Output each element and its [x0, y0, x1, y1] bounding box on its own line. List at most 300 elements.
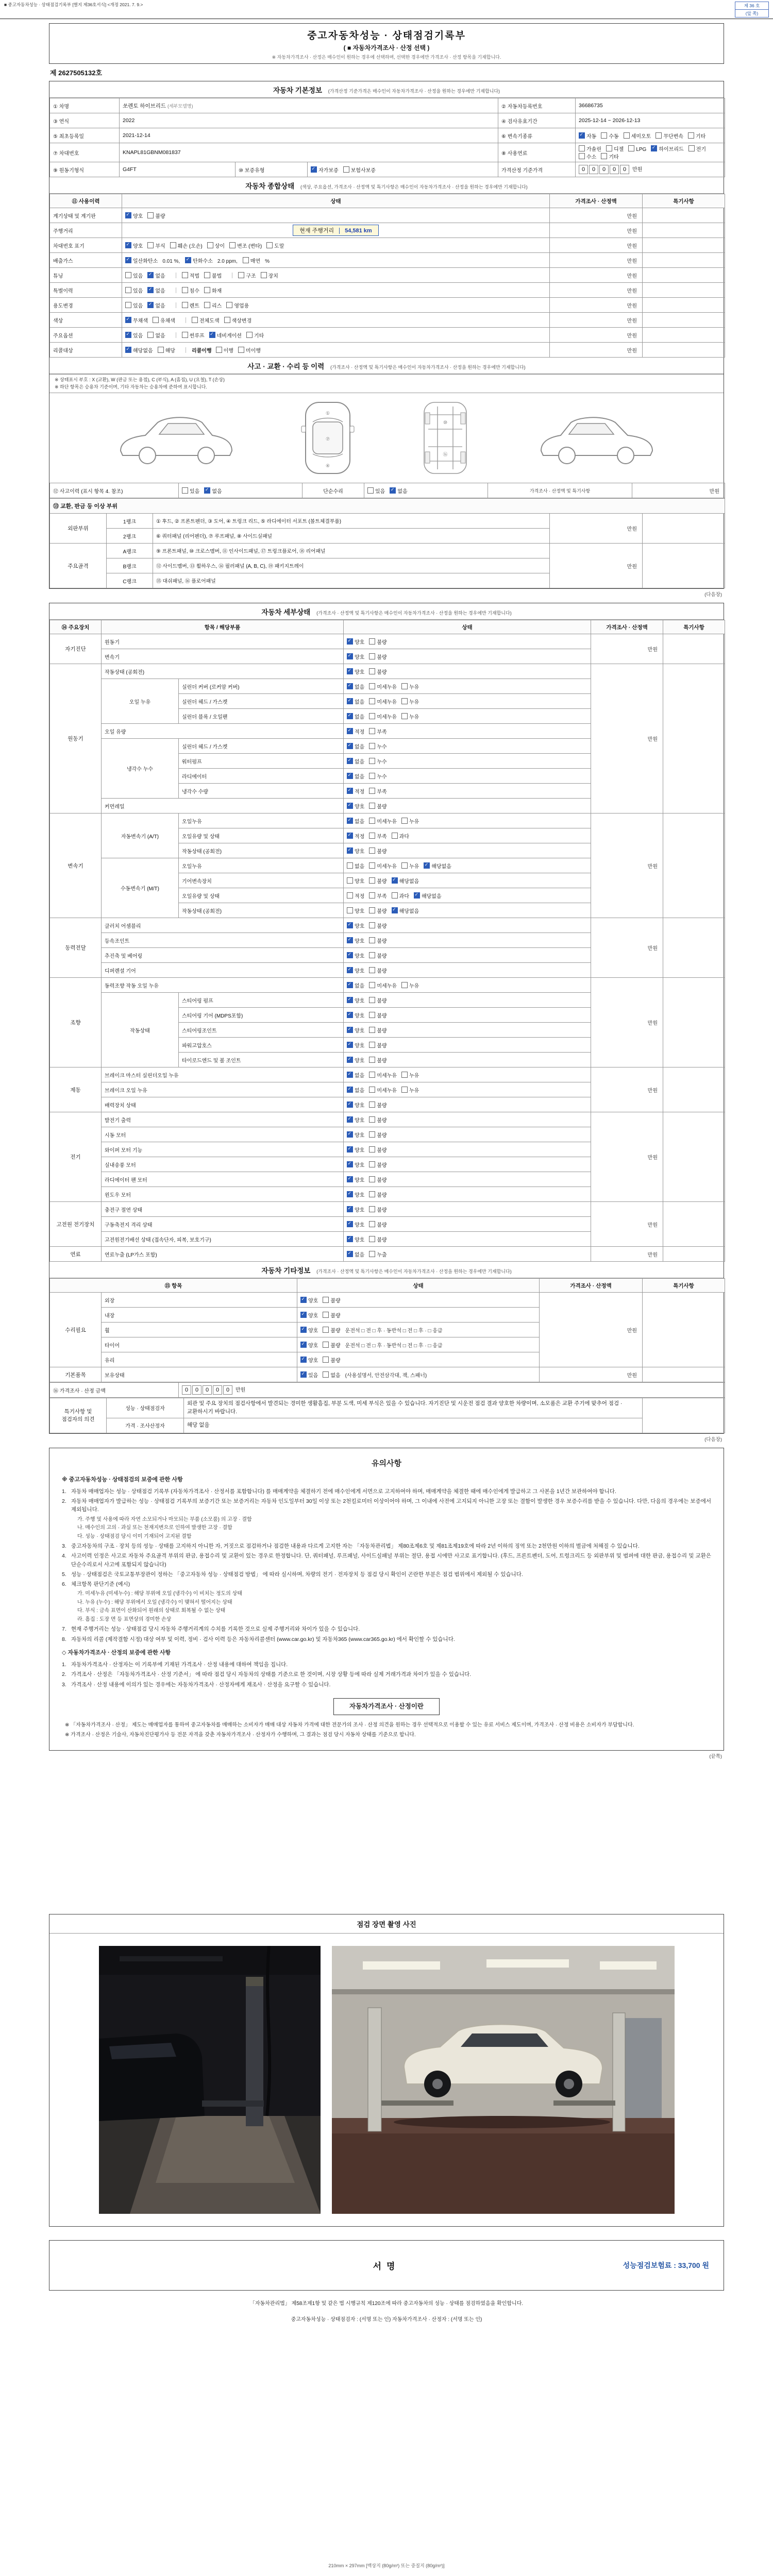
checkbox[interactable]: [323, 1342, 329, 1348]
checkbox-option[interactable]: [392, 832, 409, 840]
checkbox-option[interactable]: [601, 152, 618, 160]
checkbox-option[interactable]: [651, 145, 683, 152]
checkbox[interactable]: [369, 1206, 375, 1212]
checkbox[interactable]: [688, 145, 695, 151]
checkbox-option[interactable]: [347, 907, 364, 914]
checkbox-option[interactable]: [347, 1250, 364, 1258]
checkbox[interactable]: [369, 1027, 375, 1033]
checkbox[interactable]: [369, 788, 375, 794]
checkbox[interactable]: [347, 1101, 353, 1108]
checkbox-option[interactable]: [369, 952, 386, 959]
checkbox[interactable]: [369, 803, 375, 809]
checkbox-option[interactable]: [392, 877, 419, 885]
checkbox-option[interactable]: [369, 922, 386, 929]
checkbox[interactable]: [369, 818, 375, 824]
checkbox-option[interactable]: [347, 713, 364, 720]
checkbox[interactable]: [182, 272, 188, 278]
checkbox-option[interactable]: [369, 832, 386, 840]
checkbox[interactable]: [369, 997, 375, 1003]
checkbox[interactable]: [266, 242, 273, 248]
checkbox-option[interactable]: [369, 1146, 386, 1154]
checkbox-option[interactable]: [347, 668, 364, 675]
checkbox[interactable]: [414, 892, 420, 899]
checkbox[interactable]: [347, 638, 353, 645]
checkbox-option[interactable]: [347, 802, 364, 810]
checkbox[interactable]: [369, 1087, 375, 1093]
checkbox[interactable]: [579, 153, 585, 159]
checkbox-option[interactable]: [414, 892, 442, 900]
checkbox-option[interactable]: [300, 1341, 318, 1349]
checkbox-option[interactable]: [147, 212, 165, 219]
checkbox[interactable]: [401, 713, 408, 719]
checkbox[interactable]: [392, 877, 398, 884]
checkbox[interactable]: [323, 1312, 329, 1318]
checkbox[interactable]: [369, 877, 375, 884]
checkbox-option[interactable]: [401, 713, 419, 720]
checkbox-option[interactable]: [369, 727, 386, 735]
checkbox-option[interactable]: [347, 832, 364, 840]
checkbox-option[interactable]: [300, 1371, 318, 1379]
checkbox[interactable]: [401, 982, 408, 988]
checkbox[interactable]: [369, 1191, 375, 1197]
checkbox[interactable]: [323, 1357, 329, 1363]
checkbox-option[interactable]: [125, 301, 143, 309]
checkbox-option[interactable]: [182, 286, 199, 294]
checkbox-option[interactable]: [347, 1026, 364, 1034]
checkbox[interactable]: [347, 967, 353, 973]
checkbox-option[interactable]: [204, 272, 222, 279]
checkbox-option[interactable]: [347, 1146, 364, 1154]
checkbox[interactable]: [369, 773, 375, 779]
checkbox-option[interactable]: [401, 1071, 419, 1079]
checkbox-option[interactable]: [182, 301, 199, 309]
checkbox[interactable]: [424, 862, 430, 869]
checkbox[interactable]: [125, 212, 131, 218]
checkbox[interactable]: [369, 698, 375, 704]
checkbox[interactable]: [347, 1191, 353, 1197]
checkbox-option[interactable]: [401, 817, 419, 825]
checkbox[interactable]: [347, 788, 353, 794]
checkbox[interactable]: [392, 833, 398, 839]
checkbox[interactable]: [369, 952, 375, 958]
checkbox-option[interactable]: [369, 683, 397, 690]
checkbox[interactable]: [147, 287, 154, 293]
checkbox[interactable]: [125, 257, 131, 263]
checkbox[interactable]: [343, 166, 349, 173]
checkbox[interactable]: [628, 145, 634, 151]
checkbox-option[interactable]: [628, 145, 646, 152]
checkbox[interactable]: [369, 907, 375, 913]
checkbox[interactable]: [300, 1342, 307, 1348]
checkbox-option[interactable]: [369, 877, 386, 885]
checkbox[interactable]: [243, 257, 249, 263]
checkbox-option[interactable]: [125, 331, 143, 339]
checkbox[interactable]: [347, 1161, 353, 1167]
checkbox[interactable]: [125, 287, 131, 293]
checkbox[interactable]: [125, 242, 131, 248]
checkbox-option[interactable]: [369, 996, 386, 1004]
checkbox[interactable]: [369, 728, 375, 734]
checkbox-option[interactable]: [185, 257, 213, 264]
checkbox-option[interactable]: [624, 132, 651, 140]
checkbox-option[interactable]: [369, 1161, 386, 1168]
checkbox-option[interactable]: [369, 937, 386, 944]
checkbox-option[interactable]: [347, 1221, 364, 1228]
checkbox[interactable]: [369, 848, 375, 854]
checkbox[interactable]: [369, 1161, 375, 1167]
checkbox[interactable]: [147, 332, 154, 338]
checkbox[interactable]: [347, 952, 353, 958]
checkbox[interactable]: [147, 272, 154, 278]
checkbox-option[interactable]: [369, 1206, 386, 1213]
checkbox-option[interactable]: [204, 286, 222, 294]
checkbox-option[interactable]: [261, 272, 278, 279]
checkbox-option[interactable]: [369, 1086, 397, 1094]
checkbox-option[interactable]: [347, 1116, 364, 1124]
checkbox[interactable]: [347, 773, 353, 779]
checkbox-option[interactable]: [579, 152, 596, 160]
checkbox-option[interactable]: [311, 166, 339, 174]
checkbox[interactable]: [347, 1072, 353, 1078]
checkbox-option[interactable]: [204, 301, 222, 309]
checkbox-option[interactable]: [182, 272, 199, 279]
checkbox[interactable]: [323, 1327, 329, 1333]
checkbox-option[interactable]: [606, 145, 624, 152]
checkbox-option[interactable]: [401, 981, 419, 989]
checkbox-option[interactable]: [369, 1235, 386, 1243]
checkbox-option[interactable]: [369, 638, 386, 646]
checkbox-option[interactable]: [369, 698, 397, 705]
checkbox[interactable]: [369, 1101, 375, 1108]
checkbox[interactable]: [347, 1206, 353, 1212]
checkbox[interactable]: [347, 1251, 353, 1257]
checkbox[interactable]: [347, 833, 353, 839]
checkbox-option[interactable]: [369, 713, 397, 720]
checkbox[interactable]: [300, 1327, 307, 1333]
checkbox[interactable]: [323, 1297, 329, 1303]
checkbox[interactable]: [392, 892, 398, 899]
checkbox[interactable]: [347, 892, 353, 899]
checkbox-option[interactable]: [369, 1056, 386, 1064]
checkbox-option[interactable]: [369, 1011, 386, 1019]
checkbox-option[interactable]: [147, 272, 165, 279]
checkbox-option[interactable]: [323, 1341, 340, 1349]
checkbox[interactable]: [125, 332, 131, 338]
checkbox[interactable]: [369, 1057, 375, 1063]
checkbox-option[interactable]: [347, 1041, 364, 1049]
checkbox[interactable]: [182, 302, 188, 308]
checkbox[interactable]: [347, 668, 353, 674]
checkbox[interactable]: [367, 487, 374, 494]
checkbox[interactable]: [185, 257, 191, 263]
checkbox[interactable]: [226, 302, 232, 308]
checkbox-option[interactable]: [224, 316, 252, 324]
checkbox-option[interactable]: [369, 1221, 386, 1228]
checkbox-option[interactable]: [216, 346, 233, 354]
checkbox-option[interactable]: [369, 1131, 386, 1139]
checkbox[interactable]: [311, 166, 317, 173]
checkbox-option[interactable]: [369, 1250, 386, 1258]
checkbox[interactable]: [401, 683, 408, 689]
checkbox-option[interactable]: [347, 847, 364, 855]
checkbox-option[interactable]: [182, 487, 199, 495]
checkbox[interactable]: [182, 487, 188, 494]
checkbox-option[interactable]: [369, 1026, 386, 1034]
checkbox-option[interactable]: [300, 1356, 318, 1364]
checkbox-option[interactable]: [347, 1161, 364, 1168]
checkbox-option[interactable]: [369, 1191, 386, 1198]
checkbox[interactable]: [369, 1176, 375, 1182]
checkbox-option[interactable]: [688, 132, 705, 140]
checkbox[interactable]: [229, 242, 236, 248]
checkbox[interactable]: [401, 698, 408, 704]
checkbox[interactable]: [347, 1012, 353, 1018]
checkbox-option[interactable]: [147, 242, 165, 249]
checkbox[interactable]: [347, 743, 353, 749]
checkbox-option[interactable]: [688, 145, 706, 152]
checkbox[interactable]: [207, 242, 213, 248]
checkbox-option[interactable]: [300, 1326, 318, 1334]
checkbox-option[interactable]: [579, 145, 601, 152]
checkbox[interactable]: [347, 728, 353, 734]
checkbox-option[interactable]: [347, 1101, 364, 1109]
checkbox[interactable]: [347, 1236, 353, 1242]
checkbox-option[interactable]: [369, 1041, 386, 1049]
checkbox-option[interactable]: [401, 1086, 419, 1094]
checkbox[interactable]: [369, 1251, 375, 1257]
checkbox-option[interactable]: [147, 301, 165, 309]
checkbox-option[interactable]: [392, 907, 419, 914]
checkbox[interactable]: [347, 997, 353, 1003]
checkbox[interactable]: [125, 302, 131, 308]
checkbox-option[interactable]: [347, 1191, 364, 1198]
checkbox[interactable]: [347, 713, 353, 719]
checkbox-option[interactable]: [656, 132, 683, 140]
checkbox[interactable]: [369, 638, 375, 645]
checkbox-option[interactable]: [367, 487, 385, 495]
checkbox[interactable]: [238, 347, 244, 353]
checkbox[interactable]: [369, 833, 375, 839]
checkbox[interactable]: [204, 302, 210, 308]
checkbox[interactable]: [347, 698, 353, 704]
checkbox[interactable]: [624, 132, 630, 139]
checkbox[interactable]: [209, 332, 215, 338]
checkbox-option[interactable]: [369, 772, 386, 780]
checkbox[interactable]: [369, 1116, 375, 1123]
checkbox[interactable]: [147, 212, 154, 218]
checkbox-option[interactable]: [323, 1296, 340, 1304]
checkbox-option[interactable]: [347, 817, 364, 825]
checkbox-option[interactable]: [347, 742, 364, 750]
checkbox[interactable]: [347, 1042, 353, 1048]
checkbox[interactable]: [347, 1116, 353, 1123]
checkbox[interactable]: [347, 848, 353, 854]
checkbox-option[interactable]: [347, 772, 364, 780]
checkbox[interactable]: [401, 1087, 408, 1093]
checkbox[interactable]: [656, 132, 662, 139]
checkbox-option[interactable]: [266, 242, 284, 249]
checkbox-option[interactable]: [238, 346, 261, 354]
checkbox[interactable]: [182, 287, 188, 293]
checkbox[interactable]: [246, 332, 253, 338]
checkbox-option[interactable]: [347, 683, 364, 690]
checkbox-option[interactable]: [347, 981, 364, 989]
checkbox-option[interactable]: [238, 272, 256, 279]
checkbox-option[interactable]: [347, 727, 364, 735]
checkbox-option[interactable]: [343, 166, 376, 174]
checkbox-option[interactable]: [300, 1311, 318, 1319]
checkbox[interactable]: [369, 653, 375, 659]
checkbox-option[interactable]: [347, 653, 364, 660]
checkbox-option[interactable]: [601, 132, 618, 140]
checkbox-option[interactable]: [347, 757, 364, 765]
checkbox-option[interactable]: [369, 862, 397, 870]
checkbox[interactable]: [606, 145, 612, 151]
checkbox-option[interactable]: [369, 981, 397, 989]
checkbox[interactable]: [347, 683, 353, 689]
checkbox-option[interactable]: [125, 212, 143, 219]
checkbox-option[interactable]: [347, 1071, 364, 1079]
checkbox[interactable]: [651, 145, 657, 151]
checkbox[interactable]: [347, 1087, 353, 1093]
checkbox[interactable]: [688, 132, 694, 139]
checkbox[interactable]: [347, 922, 353, 928]
checkbox-option[interactable]: [125, 286, 143, 294]
checkbox-option[interactable]: [369, 967, 386, 974]
checkbox[interactable]: [369, 1012, 375, 1018]
checkbox-option[interactable]: [229, 242, 262, 249]
checkbox-option[interactable]: [147, 286, 165, 294]
checkbox-option[interactable]: [369, 1176, 386, 1183]
checkbox-option[interactable]: [347, 1011, 364, 1019]
checkbox[interactable]: [238, 272, 244, 278]
checkbox-option[interactable]: [369, 892, 386, 900]
checkbox-option[interactable]: [392, 892, 409, 900]
checkbox-option[interactable]: [347, 862, 364, 870]
checkbox[interactable]: [347, 1027, 353, 1033]
checkbox-option[interactable]: [192, 316, 220, 324]
checkbox[interactable]: [401, 862, 408, 869]
checkbox[interactable]: [347, 1057, 353, 1063]
checkbox-option[interactable]: [369, 817, 397, 825]
checkbox[interactable]: [369, 1146, 375, 1153]
checkbox-option[interactable]: [347, 1235, 364, 1243]
checkbox-option[interactable]: [347, 996, 364, 1004]
checkbox-option[interactable]: [347, 1176, 364, 1183]
checkbox[interactable]: [369, 1236, 375, 1242]
checkbox[interactable]: [601, 153, 607, 159]
checkbox[interactable]: [347, 907, 353, 913]
checkbox[interactable]: [347, 653, 353, 659]
checkbox-option[interactable]: [153, 316, 175, 324]
checkbox-option[interactable]: [323, 1326, 340, 1334]
checkbox[interactable]: [347, 803, 353, 809]
checkbox-option[interactable]: [209, 331, 242, 339]
checkbox[interactable]: [369, 743, 375, 749]
checkbox[interactable]: [300, 1371, 307, 1378]
checkbox[interactable]: [261, 272, 267, 278]
checkbox-option[interactable]: [347, 922, 364, 929]
checkbox[interactable]: [601, 132, 607, 139]
checkbox-option[interactable]: [204, 487, 222, 495]
checkbox[interactable]: [369, 1131, 375, 1138]
checkbox-option[interactable]: [125, 316, 148, 324]
checkbox-option[interactable]: [369, 907, 386, 914]
checkbox[interactable]: [158, 347, 164, 353]
checkbox[interactable]: [204, 487, 210, 494]
checkbox-option[interactable]: [369, 653, 386, 660]
checkbox[interactable]: [204, 272, 210, 278]
checkbox[interactable]: [579, 132, 585, 139]
checkbox[interactable]: [347, 937, 353, 943]
checkbox-option[interactable]: [323, 1311, 340, 1319]
checkbox[interactable]: [369, 1221, 375, 1227]
checkbox[interactable]: [125, 347, 131, 353]
checkbox[interactable]: [204, 287, 210, 293]
checkbox-option[interactable]: [347, 877, 364, 885]
checkbox[interactable]: [147, 242, 154, 248]
checkbox[interactable]: [579, 145, 585, 151]
checkbox-option[interactable]: [125, 272, 143, 279]
checkbox-option[interactable]: [347, 937, 364, 944]
checkbox[interactable]: [192, 317, 198, 323]
checkbox[interactable]: [347, 758, 353, 764]
checkbox[interactable]: [369, 758, 375, 764]
checkbox[interactable]: [369, 967, 375, 973]
checkbox[interactable]: [170, 242, 176, 248]
checkbox-option[interactable]: [347, 638, 364, 646]
checkbox[interactable]: [153, 317, 159, 323]
checkbox-option[interactable]: [369, 787, 386, 795]
checkbox-option[interactable]: [369, 668, 386, 675]
checkbox[interactable]: [369, 922, 375, 928]
checkbox-option[interactable]: [347, 892, 364, 900]
checkbox-option[interactable]: [347, 967, 364, 974]
checkbox-option[interactable]: [125, 257, 158, 264]
checkbox[interactable]: [182, 332, 188, 338]
checkbox-option[interactable]: [207, 242, 225, 249]
checkbox-option[interactable]: [347, 787, 364, 795]
checkbox[interactable]: [369, 982, 375, 988]
checkbox[interactable]: [392, 907, 398, 913]
checkbox[interactable]: [347, 877, 353, 884]
checkbox[interactable]: [369, 713, 375, 719]
checkbox[interactable]: [224, 317, 230, 323]
checkbox[interactable]: [300, 1357, 307, 1363]
checkbox-option[interactable]: [226, 301, 249, 309]
checkbox[interactable]: [347, 1221, 353, 1227]
checkbox-option[interactable]: [347, 952, 364, 959]
checkbox[interactable]: [369, 1072, 375, 1078]
checkbox-option[interactable]: [369, 802, 386, 810]
checkbox-option[interactable]: [369, 1116, 386, 1124]
checkbox[interactable]: [347, 1131, 353, 1138]
checkbox-option[interactable]: [369, 1071, 397, 1079]
checkbox[interactable]: [125, 317, 131, 323]
checkbox[interactable]: [401, 1072, 408, 1078]
checkbox-option[interactable]: [347, 1131, 364, 1139]
checkbox-option[interactable]: [369, 847, 386, 855]
checkbox-option[interactable]: [347, 1086, 364, 1094]
checkbox[interactable]: [390, 487, 396, 494]
checkbox-option[interactable]: [323, 1371, 340, 1379]
checkbox[interactable]: [147, 302, 154, 308]
checkbox[interactable]: [300, 1312, 307, 1318]
checkbox[interactable]: [369, 862, 375, 869]
checkbox-option[interactable]: [125, 242, 143, 249]
checkbox-option[interactable]: [243, 257, 260, 264]
checkbox-option[interactable]: [401, 683, 419, 690]
